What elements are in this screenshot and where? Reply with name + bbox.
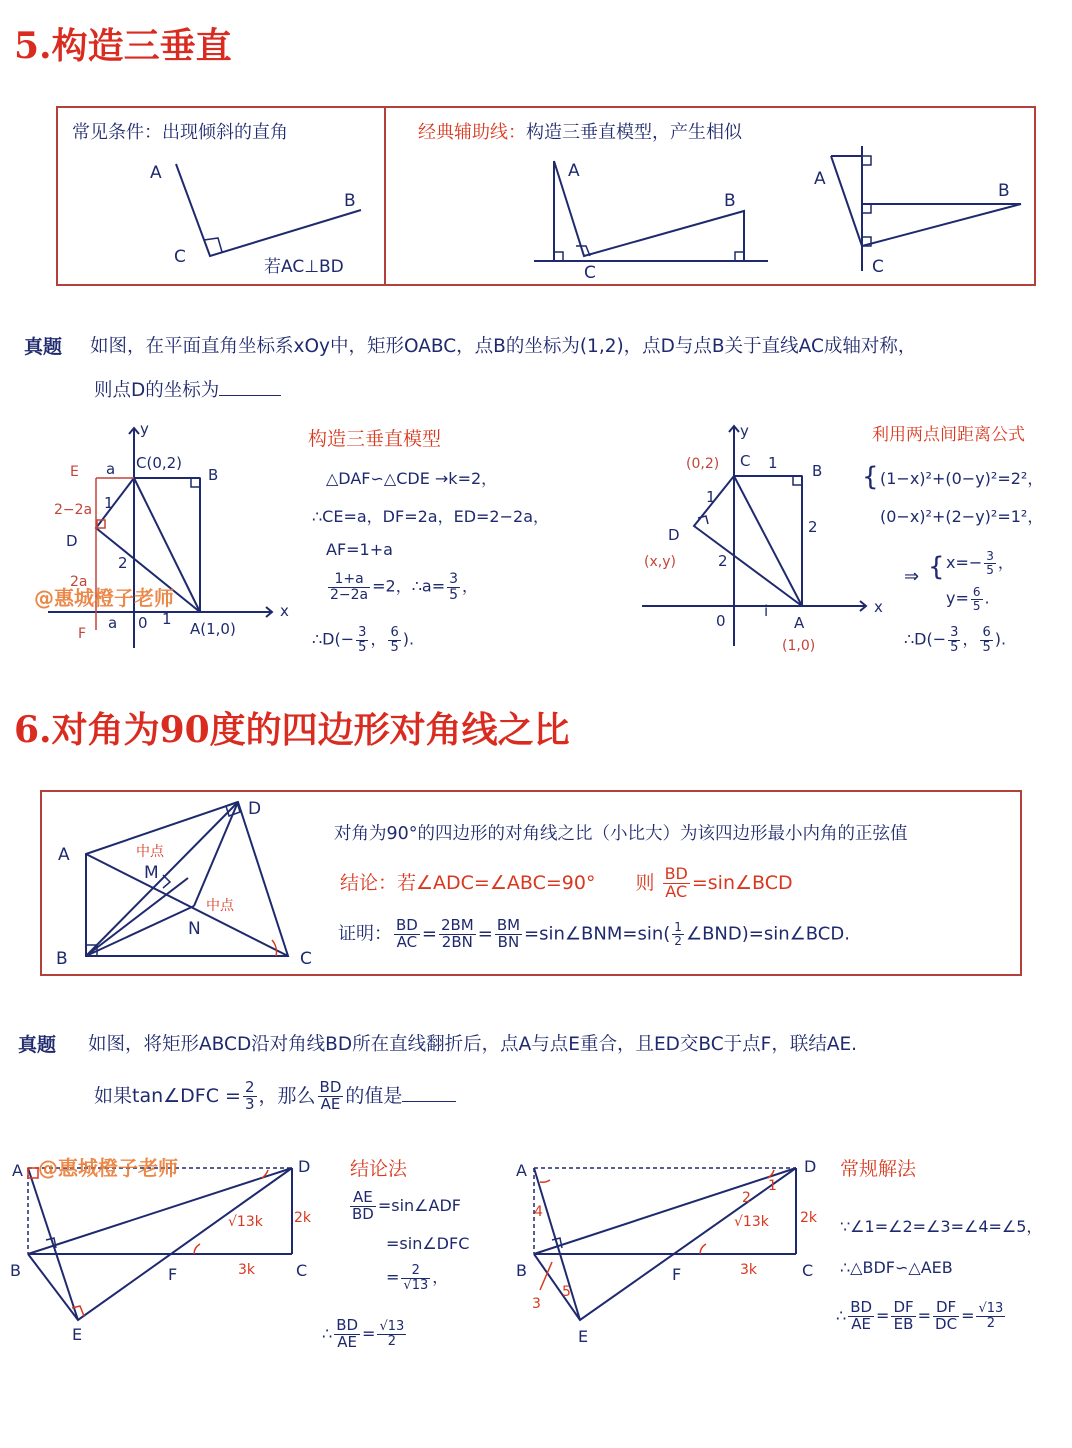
method-conclusion-l3: = $\frac{2}{√13}$ ， bbox=[386, 1263, 449, 1293]
problem2-line1: 如图，将矩形ABCD沿对角线BD所在直线翻折后，点A与点E重合，且ED交BC于点F，联结AE. bbox=[88, 1034, 858, 1055]
svg-text:中点: 中点 bbox=[136, 844, 164, 860]
quad-figure bbox=[40, 790, 330, 976]
svg-text:√13k: √13k bbox=[228, 1214, 263, 1230]
problem2-tag: 真题 bbox=[18, 1034, 57, 1056]
svg-text:F: F bbox=[78, 626, 87, 642]
label-A: A bbox=[150, 163, 162, 183]
svg-text:a: a bbox=[106, 460, 116, 478]
svg-text:C: C bbox=[740, 452, 751, 470]
svg-text:B: B bbox=[724, 191, 736, 211]
watermark-1: @惠城橙子老师 bbox=[34, 586, 174, 610]
svg-text:N: N bbox=[188, 919, 201, 939]
svg-text:2: 2 bbox=[808, 518, 818, 536]
svg-text:C: C bbox=[802, 1261, 814, 1280]
method1-line4: $\frac{1+a}{2-2a}$ =2，∴a= $\frac{3}{5}$ ， bbox=[330, 571, 479, 603]
answer-blank-2 bbox=[402, 1085, 456, 1102]
svg-text:A: A bbox=[814, 169, 826, 189]
problem1-line2: 则点D的坐标为 bbox=[94, 376, 281, 402]
brace-1: { bbox=[862, 462, 879, 492]
svg-text:i: i bbox=[764, 602, 769, 620]
svg-text:1: 1 bbox=[768, 454, 778, 472]
svg-text:B: B bbox=[516, 1261, 527, 1280]
svg-text:(x,y): (x,y) bbox=[644, 554, 676, 570]
svg-text:B: B bbox=[56, 949, 68, 969]
svg-text:A: A bbox=[516, 1161, 527, 1180]
method2-sol-x: x=− $\frac{3}{5}$ ， bbox=[946, 549, 1014, 577]
svg-text:3k: 3k bbox=[238, 1262, 256, 1278]
method-regular-l1: ∵∠1=∠2=∠3=∠4=∠5， bbox=[840, 1217, 1043, 1236]
method-regular-l3: ∴ $\frac{BD}{AE}$ = $\frac{DF}{EB}$ = $\frac{DF}{DC}$ = $\frac{√13}{2}$ bbox=[836, 1298, 1004, 1333]
svg-text:1: 1 bbox=[162, 610, 172, 628]
answer-blank bbox=[219, 379, 281, 396]
svg-text:3: 3 bbox=[532, 1296, 541, 1312]
method1-title: 构造三垂直模型 bbox=[308, 428, 442, 450]
svg-text:D: D bbox=[668, 526, 680, 544]
svg-text:2a: 2a bbox=[70, 574, 88, 590]
svg-text:D: D bbox=[298, 1157, 311, 1176]
method1-result: ∴D(− $\frac{3}{5}$ ， $\frac{6}{5}$ ). bbox=[312, 625, 415, 655]
svg-text:E: E bbox=[578, 1327, 589, 1346]
svg-text:x: x bbox=[280, 602, 289, 620]
svg-text:√13k: √13k bbox=[734, 1214, 769, 1230]
section6-title: 6.对角为90度的四边形对角线之比 bbox=[14, 709, 570, 751]
method1-line3: AF=1+a bbox=[326, 540, 393, 559]
label-B: B bbox=[344, 191, 356, 211]
svg-text:A: A bbox=[568, 161, 580, 181]
theorem-statement: 对角为90°的四边形的对角线之比（小比大）为该四边形最小内角的正弦值 bbox=[334, 824, 908, 844]
svg-text:B: B bbox=[208, 466, 219, 484]
brace-2: { bbox=[928, 552, 945, 582]
svg-text:2k: 2k bbox=[294, 1210, 312, 1226]
fig1-construct bbox=[40, 416, 300, 656]
method2-title: 利用两点间距离公式 bbox=[872, 425, 1025, 445]
method2-sol-y: y= $\frac{6}{5}$ . bbox=[946, 585, 990, 613]
theorem-conclusion: 结论：若∠ADC=∠ABC=90° 则 $\frac{BD}{AC}$ =sin∠BCD bbox=[340, 864, 793, 901]
fig2-distance bbox=[636, 416, 883, 660]
svg-text:E: E bbox=[72, 1325, 83, 1344]
svg-text:F: F bbox=[168, 1265, 178, 1284]
svg-text:D: D bbox=[248, 799, 262, 819]
svg-text:x: x bbox=[874, 598, 883, 616]
method-conclusion-l2: =sin∠DFC bbox=[386, 1234, 470, 1253]
svg-text:C: C bbox=[872, 257, 884, 277]
theorem-proof: 证明： $\frac{BD}{AC}$ = $\frac{2BM}{2BN}$ = $\frac{BM}{BN}$ =sin∠BNM=sin( $\frac{1}{2}$ ∠BND)=sin∠BCD. bbox=[338, 916, 850, 951]
svg-text:C(0,2): C(0,2) bbox=[136, 454, 183, 472]
svg-text:F: F bbox=[672, 1265, 682, 1284]
svg-text:2−2a: 2−2a bbox=[54, 502, 93, 518]
problem2-line2: 如果tan∠DFC = $\frac{2}{3}$ ，那么 $\frac{BD}{AE}$ 的值是 bbox=[94, 1080, 456, 1113]
method2-arrow: ⇒ bbox=[904, 566, 920, 587]
svg-text:(0,2): (0,2) bbox=[686, 456, 720, 472]
svg-text:2: 2 bbox=[718, 552, 728, 570]
svg-text:E: E bbox=[70, 464, 79, 480]
svg-text:(1,0): (1,0) bbox=[782, 638, 816, 654]
watermark-2: @惠城橙子老师 bbox=[38, 1156, 178, 1180]
problem1-tag: 真题 bbox=[24, 336, 63, 358]
svg-text:B: B bbox=[998, 181, 1010, 201]
svg-text:M: M bbox=[144, 863, 159, 883]
svg-text:D: D bbox=[66, 532, 78, 550]
svg-text:A: A bbox=[12, 1161, 23, 1180]
svg-text:B: B bbox=[10, 1261, 21, 1280]
method-conclusion-title: 结论法 bbox=[350, 1158, 408, 1180]
note-perp: 若AC⊥BD bbox=[264, 257, 344, 277]
svg-text:中点: 中点 bbox=[206, 898, 234, 914]
method2-eq1: (1−x)²+(0−y)²=2²， bbox=[880, 469, 1044, 488]
svg-text:2: 2 bbox=[742, 1190, 751, 1206]
method1-line1: △DAF∽△CDE →k=2， bbox=[326, 469, 498, 488]
svg-text:A: A bbox=[58, 845, 70, 865]
svg-text:4: 4 bbox=[534, 1204, 543, 1220]
method2-result: ∴D(− $\frac{3}{5}$ ， $\frac{6}{5}$ ). bbox=[904, 625, 1007, 655]
model-figures bbox=[56, 106, 1036, 286]
label-C: C bbox=[174, 247, 186, 267]
svg-text:C: C bbox=[300, 949, 312, 969]
svg-text:C: C bbox=[296, 1261, 308, 1280]
svg-text:D: D bbox=[804, 1157, 817, 1176]
svg-text:5: 5 bbox=[562, 1284, 571, 1300]
svg-text:2: 2 bbox=[118, 554, 128, 572]
svg-text:y: y bbox=[740, 422, 749, 440]
method-conclusion-l1: $\frac{AE}{BD}$ =sin∠ADF bbox=[352, 1188, 461, 1223]
problem1-line1: 如图，在平面直角坐标系xOy中，矩形OABC，点B的坐标为(1,2)，点D与点B关于直线AC成轴对称， bbox=[90, 336, 917, 357]
method-regular-l2: ∴△BDF∽△AEB bbox=[840, 1258, 953, 1277]
section5-title: 5.构造三垂直 bbox=[14, 25, 232, 67]
svg-text:A(1,0): A(1,0) bbox=[190, 620, 236, 638]
svg-text:2k: 2k bbox=[800, 1210, 818, 1226]
method-conclusion-result: ∴ $\frac{BD}{AE}$ = $\frac{√13}{2}$ bbox=[322, 1316, 405, 1351]
box-right-title: 经典辅助线：构造三垂直模型，产生相似 bbox=[418, 122, 742, 143]
fold-figure-2 bbox=[506, 1150, 836, 1350]
svg-text:a: a bbox=[108, 614, 118, 632]
svg-text:3k: 3k bbox=[740, 1262, 758, 1278]
svg-text:1: 1 bbox=[104, 494, 114, 512]
tilted-right-angle bbox=[176, 164, 361, 256]
method1-line2: ∴CE=a，DF=2a，ED=2−2a， bbox=[312, 507, 549, 526]
svg-text:C: C bbox=[584, 263, 596, 283]
method-regular-title: 常规解法 bbox=[840, 1158, 917, 1180]
svg-text:A: A bbox=[794, 614, 805, 632]
svg-text:0: 0 bbox=[716, 612, 726, 630]
svg-text:y: y bbox=[140, 420, 149, 438]
svg-text:1: 1 bbox=[706, 488, 716, 506]
svg-text:0: 0 bbox=[138, 614, 148, 632]
method2-eq2: (0−x)²+(2−y)²=1²， bbox=[880, 507, 1044, 526]
svg-text:B: B bbox=[812, 462, 823, 480]
svg-text:1: 1 bbox=[768, 1178, 777, 1194]
box-left-title: 常见条件：出现倾斜的直角 bbox=[72, 122, 288, 143]
